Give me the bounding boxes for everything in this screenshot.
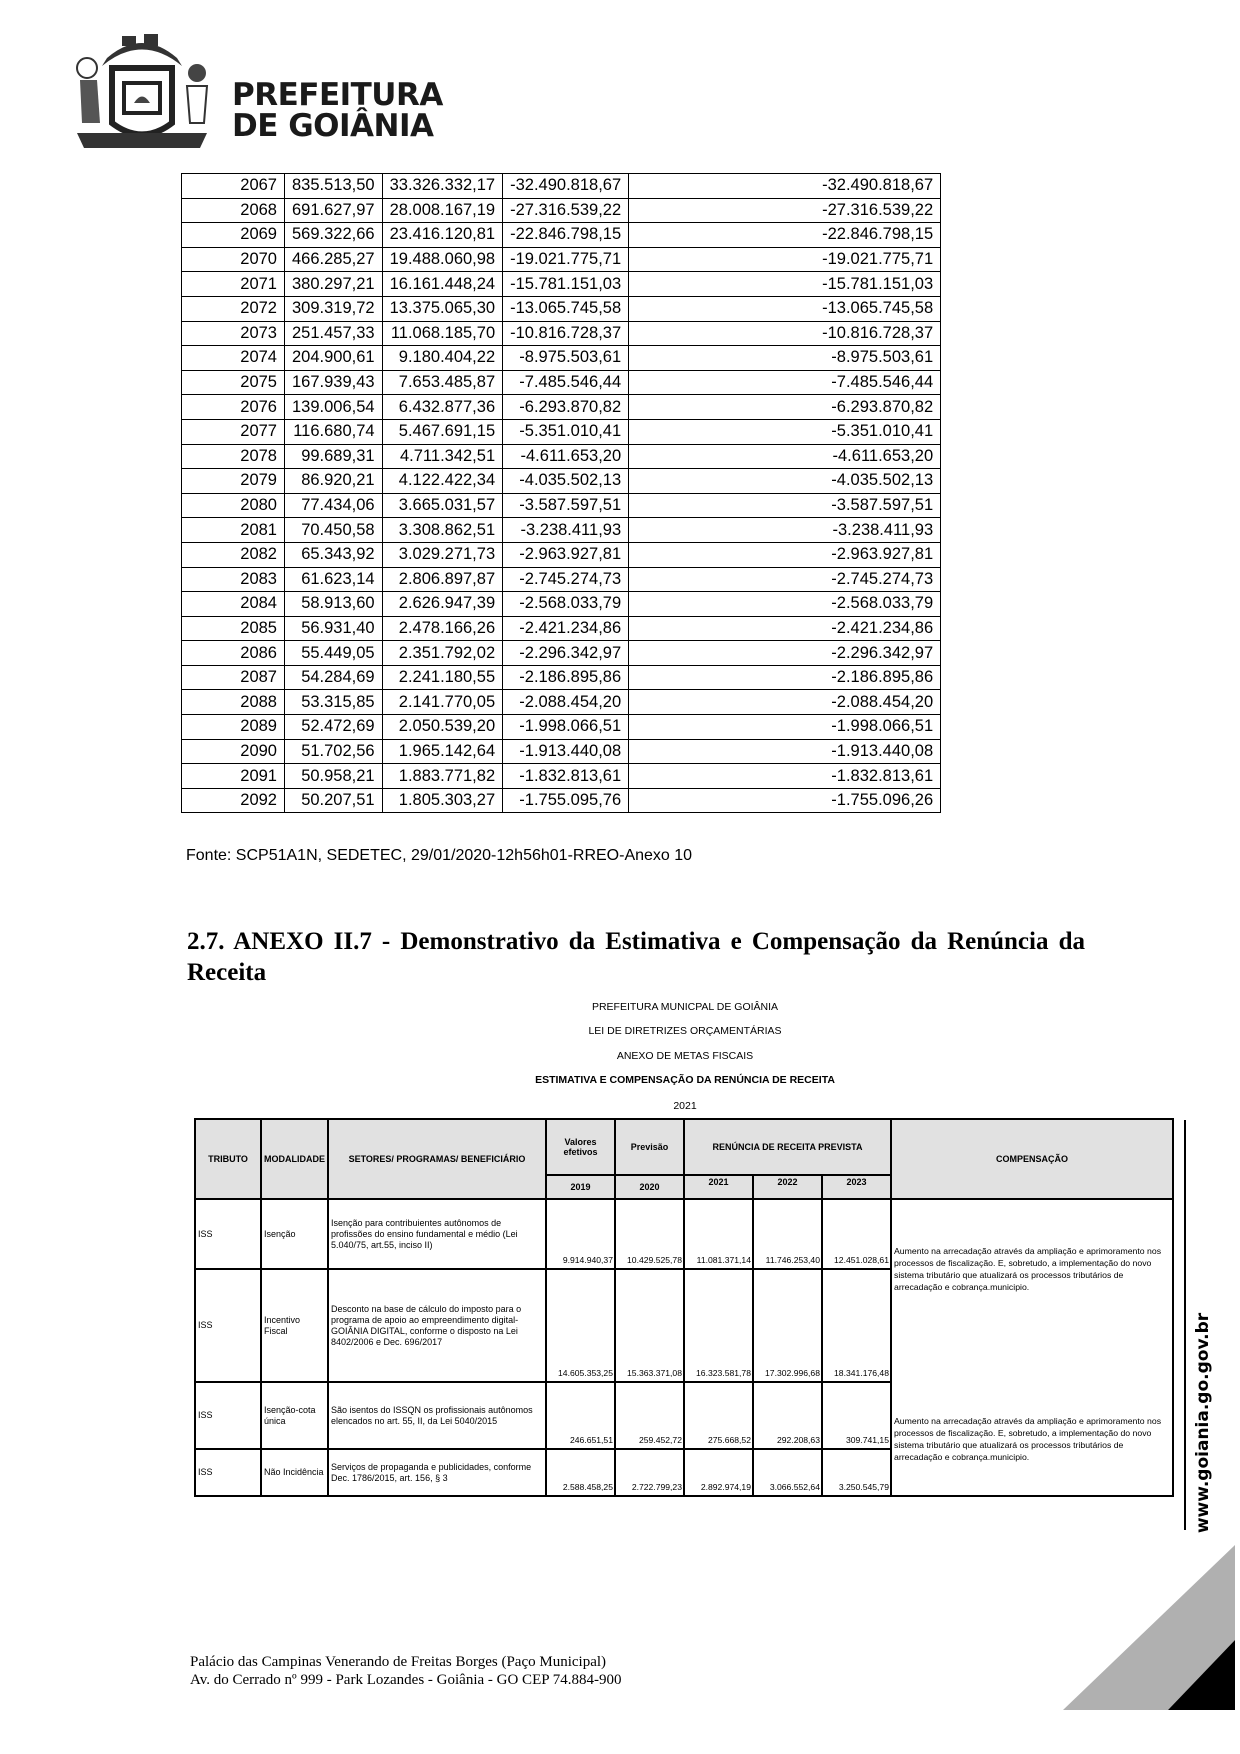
amount-cell: 3.250.545,79 [822,1449,891,1496]
value-cell: 99.689,31 [285,444,383,469]
year-cell: 2074 [182,346,285,371]
value-cell: 167.939,43 [285,370,383,395]
value-cell: -8.975.503,61 [629,346,941,371]
header-renuncia-prevista: RENÚNCIA DE RECEITA PREVISTA [684,1119,891,1175]
year-cell: 2068 [182,198,285,223]
page-footer [190,1653,622,1689]
value-cell: 204.900,61 [285,346,383,371]
value-cell: -1.998.066,51 [503,715,629,740]
year-cell: 2087 [182,665,285,690]
value-cell: -4.035.502,13 [629,469,941,494]
year-cell: 2067 [182,174,285,199]
value-cell: -22.846.798,15 [629,223,941,248]
value-cell: -2.568.033,79 [503,592,629,617]
value-cell: 86.920,21 [285,469,383,494]
value-cell: 77.434,06 [285,493,383,518]
value-cell: -2.421.234,86 [503,616,629,641]
value-cell: 11.068.185,70 [382,321,503,346]
table-row [182,592,941,617]
compensacao-cell: Aumento na arrecadação através da ampliação e aprimoramento nos processos de fiscalização. E, sobretudo, a implementação do novo sistema tributário que atualizará os processos tributários de arrecadação e cobrança.municipio. [891,1199,1173,1382]
value-cell: 1.805.303,27 [382,788,503,813]
amount-cell: 12.451.028,61 [822,1199,891,1269]
amount-cell: 292.208,63 [753,1382,822,1449]
value-cell: -1.913.440,08 [503,739,629,764]
revenue-waiver-table [194,1118,1174,1497]
modalidade-cell: Isenção-cota única [261,1382,328,1449]
value-cell: -19.021.775,71 [629,247,941,272]
year-cell: 2081 [182,518,285,543]
table-row [182,739,941,764]
year-cell: 2092 [182,788,285,813]
tributo-cell: ISS [195,1449,261,1496]
table-row [182,247,941,272]
report-header-year: 2021 [673,1100,697,1112]
year-cell: 2085 [182,616,285,641]
value-cell: -3.238.411,93 [503,518,629,543]
amount-cell: 17.302.996,68 [753,1269,822,1382]
value-cell: -27.316.539,22 [503,198,629,223]
value-cell: 51.702,56 [285,739,383,764]
value-cell: 28.008.167,19 [382,198,503,223]
report-header-line-1: PREFEITURA MUNICPAL DE GOIÂNIA [591,1001,779,1013]
amount-cell: 11.081.371,14 [684,1199,753,1269]
amount-cell: 309.741,15 [822,1382,891,1449]
amount-cell: 246.651,51 [546,1382,615,1449]
value-cell: -4.611.653,20 [503,444,629,469]
header-setores: SETORES/ PROGRAMAS/ BENEFICIÁRIO [328,1119,546,1199]
value-cell: 3.029.271,73 [382,542,503,567]
value-cell: 54.284,69 [285,665,383,690]
value-cell: -6.293.870,82 [629,395,941,420]
value-cell: -2.963.927,81 [629,542,941,567]
value-cell: -2.963.927,81 [503,542,629,567]
table-row [182,542,941,567]
table-row [182,444,941,469]
value-cell: 691.627,97 [285,198,383,223]
compensacao-cell: Aumento na arrecadação através da ampliação e aprimoramento nos processos de fiscalização. E, sobretudo, a implementação do novo sistema tributário que atualizará os processos tributários de arrecadação e cobrança.municipio. [891,1382,1173,1496]
amount-cell: 11.746.253,40 [753,1199,822,1269]
value-cell: -2.745.274,73 [629,567,941,592]
value-cell: 1.883.771,82 [382,764,503,789]
table-row [182,223,941,248]
amount-cell: 275.668,52 [684,1382,753,1449]
value-cell: -19.021.775,71 [503,247,629,272]
year-cell: 2083 [182,567,285,592]
table-row [182,469,941,494]
value-cell: 3.665.031,57 [382,493,503,518]
value-cell: 569.322,66 [285,223,383,248]
value-cell: -7.485.546,44 [503,370,629,395]
value-cell: -3.587.597,51 [503,493,629,518]
year-cell: 2075 [182,370,285,395]
table-row [182,690,941,715]
value-cell: 139.006,54 [285,395,383,420]
table-row [182,321,941,346]
table-row [182,616,941,641]
year-cell: 2080 [182,493,285,518]
header-valores-efetivos: Valores efetivos [546,1119,615,1175]
amount-cell: 2.892.974,19 [684,1449,753,1496]
year-cell: 2084 [182,592,285,617]
year-cell: 2070 [182,247,285,272]
value-cell: 2.141.770,05 [382,690,503,715]
value-cell: -22.846.798,15 [503,223,629,248]
value-cell: -2.296.342,97 [629,641,941,666]
actuarial-projection-table [181,173,941,813]
report-header-line-2: LEI DE DIRETRIZES ORÇAMENTÁRIAS [588,1025,782,1037]
table-row [182,665,941,690]
modalidade-cell: Não Incidência [261,1449,328,1496]
table-row [182,296,941,321]
value-cell: -1.998.066,51 [629,715,941,740]
table-row [182,518,941,543]
page-side-divider [1184,1120,1186,1530]
year-cell: 2073 [182,321,285,346]
value-cell: 1.965.142,64 [382,739,503,764]
value-cell: -6.293.870,82 [503,395,629,420]
value-cell: 52.472,69 [285,715,383,740]
value-cell: -32.490.818,67 [503,174,629,199]
value-cell: -2.421.234,86 [629,616,941,641]
value-cell: -2.088.454,20 [629,690,941,715]
value-cell: 116.680,74 [285,419,383,444]
value-cell: -1.832.813,61 [629,764,941,789]
value-cell: 7.653.485,87 [382,370,503,395]
value-cell: -10.816.728,37 [629,321,941,346]
amount-cell: 3.066.552,64 [753,1449,822,1496]
year-cell: 2071 [182,272,285,297]
setores-cell: Desconto na base de cálculo do imposto para o programa de apoio ao empreendimento digital-GOIÂNIA DIGITAL, conforme o disposto na Lei 8402/2006 e Dec. 696/2017 [328,1269,546,1382]
table-row [182,715,941,740]
header-year-2019: 2019 [546,1175,615,1199]
year-cell: 2077 [182,419,285,444]
value-cell: 19.488.060,98 [382,247,503,272]
logo-line-1: PREFEITURA [232,77,443,113]
value-cell: -5.351.010,41 [503,419,629,444]
value-cell: -4.035.502,13 [503,469,629,494]
amount-cell: 18.341.176,48 [822,1269,891,1382]
value-cell: 56.931,40 [285,616,383,641]
setores-cell: Serviços de propaganda e publicidades, conforme Dec. 1786/2015, art. 156, § 3 [328,1449,546,1496]
header-tributo: TRIBUTO [195,1119,261,1199]
value-cell: 9.180.404,22 [382,346,503,371]
value-cell: -2.568.033,79 [629,592,941,617]
amount-cell: 2.588.458,25 [546,1449,615,1496]
year-cell: 2078 [182,444,285,469]
value-cell: -5.351.010,41 [629,419,941,444]
value-cell: -13.065.745,58 [503,296,629,321]
value-cell: 380.297,21 [285,272,383,297]
value-cell: -2.186.895,86 [503,665,629,690]
value-cell: -7.485.546,44 [629,370,941,395]
value-cell: -8.975.503,61 [503,346,629,371]
header-modalidade: MODALIDADE [261,1119,328,1199]
value-cell: -15.781.151,03 [629,272,941,297]
table-row [182,174,941,199]
setores-cell: Isenção para contribuientes autônomos de profissões do ensino fundamental e médio (Lei 5.040/75, art.55, inciso II) [328,1199,546,1269]
tributo-cell: ISS [195,1382,261,1449]
value-cell: -2.296.342,97 [503,641,629,666]
value-cell: 50.958,21 [285,764,383,789]
value-cell: 4.711.342,51 [382,444,503,469]
value-cell: 2.241.180,55 [382,665,503,690]
amount-cell: 15.363.371,08 [615,1269,684,1382]
tributo-cell: ISS [195,1199,261,1269]
table-row [182,198,941,223]
website-url: www.goiania.go.gov.br [1193,1312,1213,1533]
page-corner-decoration-icon [1063,1545,1235,1710]
value-cell: 2.806.897,87 [382,567,503,592]
value-cell: -1.755.096,26 [629,788,941,813]
table-row [182,272,941,297]
value-cell: 835.513,50 [285,174,383,199]
table-row [182,641,941,666]
value-cell: -3.238.411,93 [629,518,941,543]
value-cell: -3.587.597,51 [629,493,941,518]
value-cell: 6.432.877,36 [382,395,503,420]
modalidade-cell: Incentivo Fiscal [261,1269,328,1382]
value-cell: 309.319,72 [285,296,383,321]
value-cell: 61.623,14 [285,567,383,592]
year-cell: 2091 [182,764,285,789]
value-cell: 65.343,92 [285,542,383,567]
amount-cell: 2.722.799,23 [615,1449,684,1496]
table-row [182,493,941,518]
year-cell: 2088 [182,690,285,715]
setores-cell: São isentos do ISSQN os profissionais autônomos elencados no art. 55, II, da Lei 5040/2015 [328,1382,546,1449]
value-cell: 2.050.539,20 [382,715,503,740]
report-header-title: ESTIMATIVA E COMPENSAÇÃO DA RENÚNCIA DE RECEITA [535,1074,835,1086]
year-cell: 2090 [182,739,285,764]
header-previsao: Previsão [615,1119,684,1175]
table-row [182,788,941,813]
city-crest-icon [62,28,222,158]
value-cell: 55.449,05 [285,641,383,666]
table-row [182,567,941,592]
section-title: 2.7. ANEXO II.7 - Demonstrativo da Estimativa e Compensação da Renúncia da Receita [187,928,1085,986]
prefeitura-logo [62,28,443,158]
year-cell: 2069 [182,223,285,248]
value-cell: 251.457,33 [285,321,383,346]
amount-cell: 14.605.353,25 [546,1269,615,1382]
value-cell: 50.207,51 [285,788,383,813]
amount-cell: 16.323.581,78 [684,1269,753,1382]
value-cell: -2.088.454,20 [503,690,629,715]
table-source-note: Fonte: SCP51A1N, SEDETEC, 29/01/2020-12h56h01-RREO-Anexo 10 [186,847,693,864]
table-row [195,1199,1173,1269]
header-year-2021: 2021 [684,1175,753,1199]
value-cell: -32.490.818,67 [629,174,941,199]
modalidade-cell: Isenção [261,1199,328,1269]
amount-cell: 259.452,72 [615,1382,684,1449]
report-header-line-3: ANEXO DE METAS FISCAIS [616,1050,754,1062]
value-cell: -1.755.095,76 [503,788,629,813]
value-cell: 23.416.120,81 [382,223,503,248]
header-compensacao: COMPENSAÇÃO [891,1119,1173,1199]
value-cell: -15.781.151,03 [503,272,629,297]
table-row [182,370,941,395]
value-cell: -2.745.274,73 [503,567,629,592]
value-cell: -1.832.813,61 [503,764,629,789]
year-cell: 2089 [182,715,285,740]
value-cell: 16.161.448,24 [382,272,503,297]
table-row [182,346,941,371]
header-year-2023: 2023 [822,1175,891,1199]
value-cell: 2.626.947,39 [382,592,503,617]
amount-cell: 10.429.525,78 [615,1199,684,1269]
value-cell: 33.326.332,17 [382,174,503,199]
year-cell: 2072 [182,296,285,321]
table-row [182,395,941,420]
value-cell: -27.316.539,22 [629,198,941,223]
value-cell: 2.478.166,26 [382,616,503,641]
value-cell: 4.122.422,34 [382,469,503,494]
value-cell: -4.611.653,20 [629,444,941,469]
value-cell: 3.308.862,51 [382,518,503,543]
footer-line-1: Palácio das Campinas Venerando de Freitas Borges (Paço Municipal) [190,1654,607,1670]
value-cell: 466.285,27 [285,247,383,272]
year-cell: 2082 [182,542,285,567]
value-cell: 58.913,60 [285,592,383,617]
table-row [195,1382,1173,1449]
tributo-cell: ISS [195,1269,261,1382]
year-cell: 2086 [182,641,285,666]
value-cell: 53.315,85 [285,690,383,715]
value-cell: -10.816.728,37 [503,321,629,346]
value-cell: -1.913.440,08 [629,739,941,764]
table-row [182,764,941,789]
value-cell: 13.375.065,30 [382,296,503,321]
value-cell: -13.065.745,58 [629,296,941,321]
year-cell: 2076 [182,395,285,420]
logo-line-2: DE GOIÂNIA [232,108,434,144]
value-cell: 5.467.691,15 [382,419,503,444]
year-cell: 2079 [182,469,285,494]
header-year-2020: 2020 [615,1175,684,1199]
table-row [182,419,941,444]
value-cell: -2.186.895,86 [629,665,941,690]
footer-line-2: Av. do Cerrado nº 999 - Park Lozandes - Goiânia - GO CEP 74.884-900 [190,1672,622,1688]
value-cell: 2.351.792,02 [382,641,503,666]
value-cell: 70.450,58 [285,518,383,543]
header-year-2022: 2022 [753,1175,822,1199]
amount-cell: 9.914.940,37 [546,1199,615,1269]
